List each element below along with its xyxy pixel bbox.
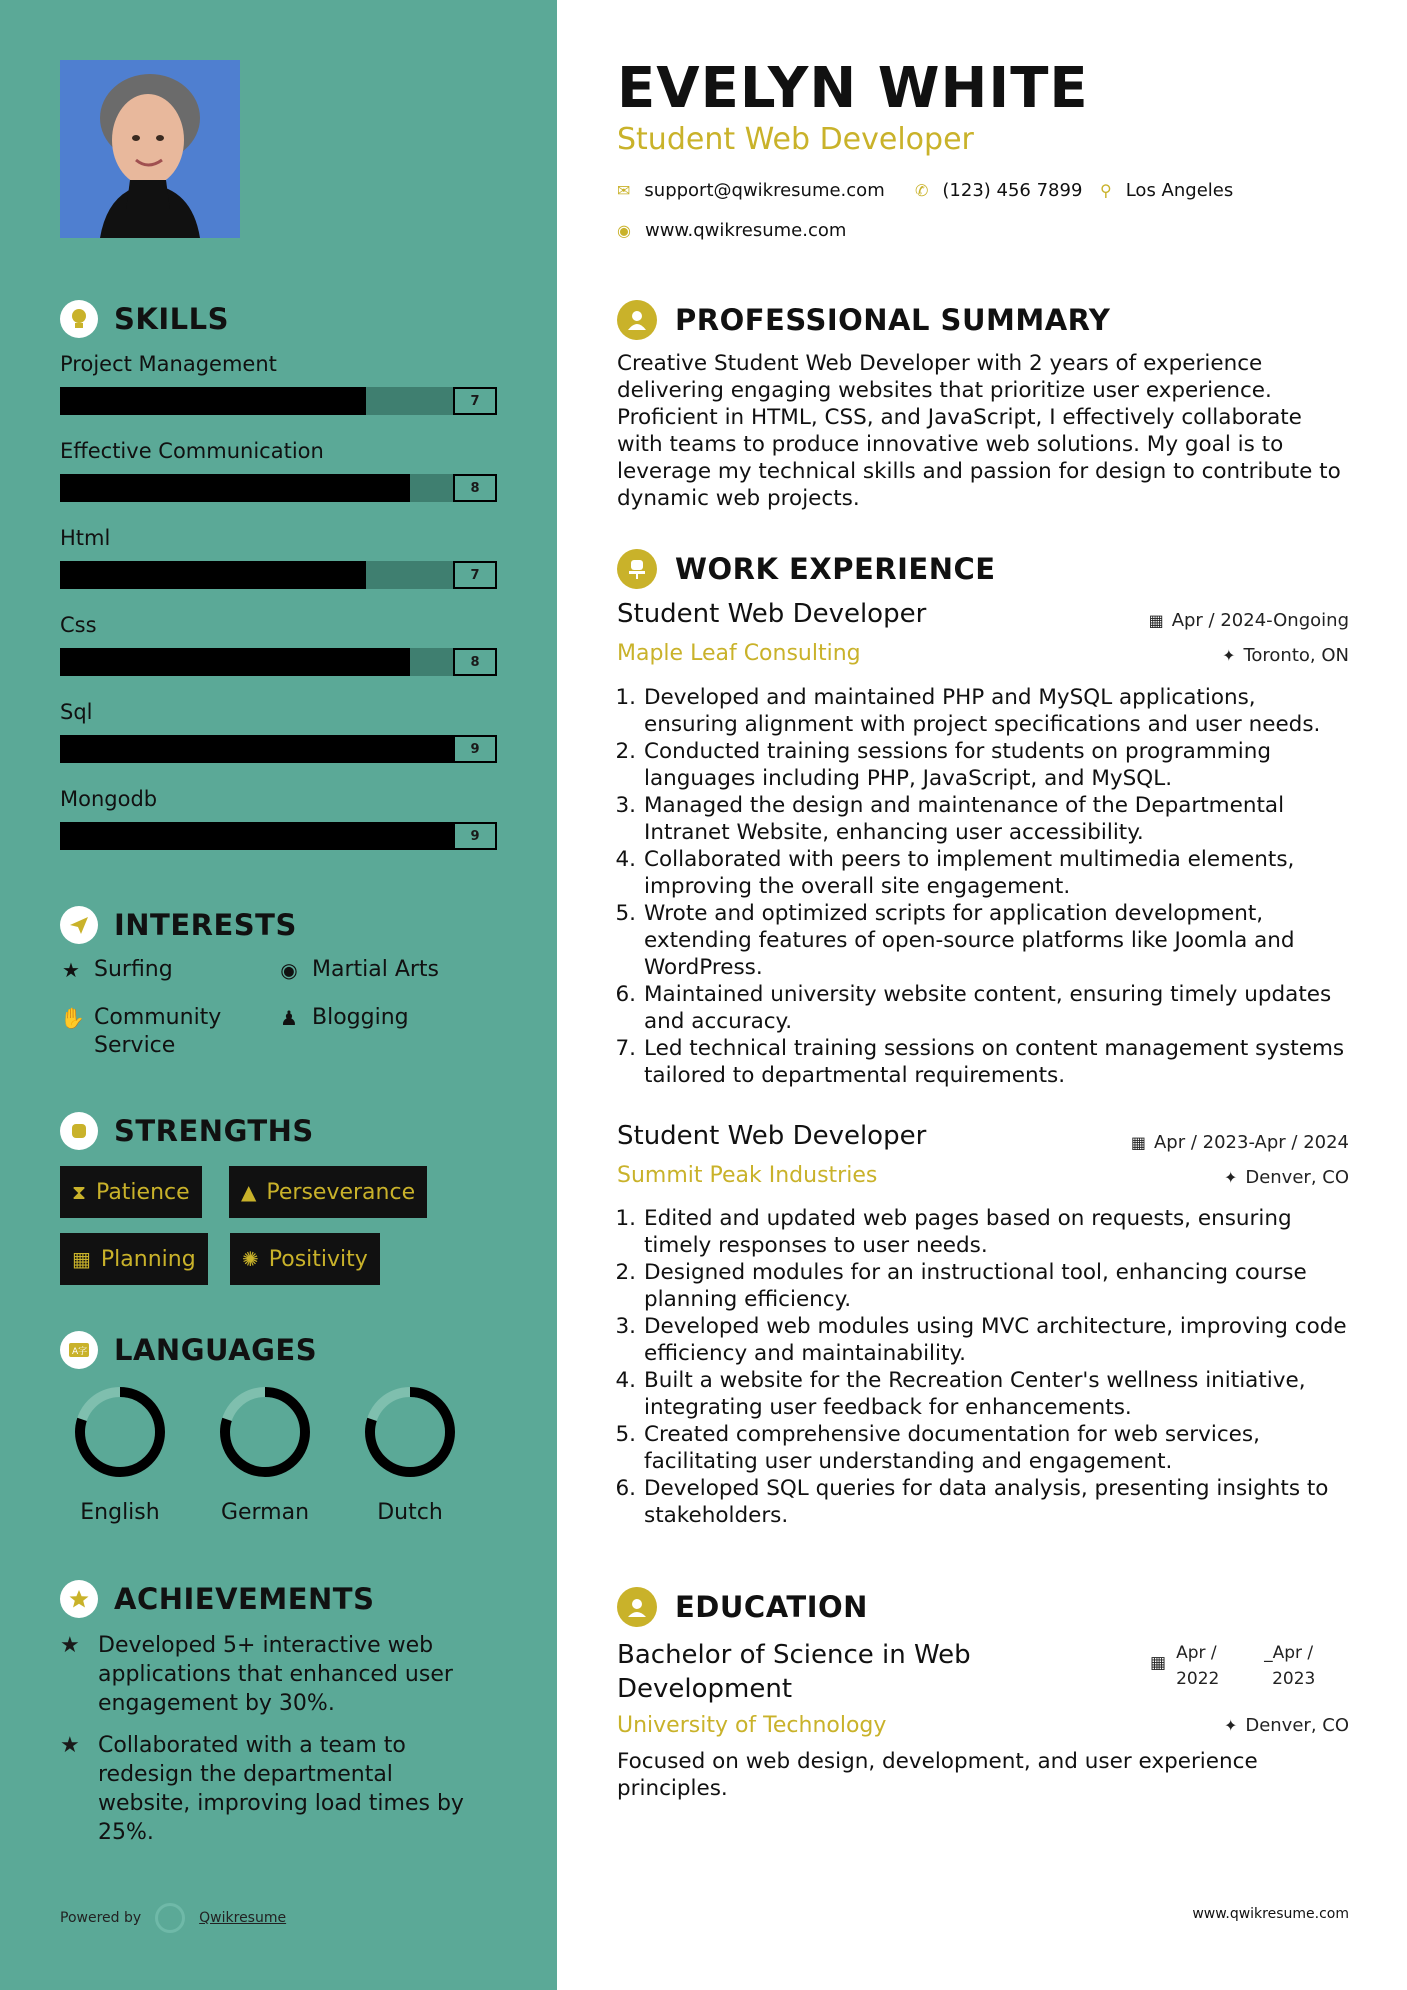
skill-score: 7	[453, 561, 497, 589]
pin-icon: ✦	[1223, 1716, 1238, 1735]
achievement-item	[60, 1631, 500, 1718]
map-pin-icon: ⚲	[1100, 181, 1112, 200]
list-item: 1. Developed and maintained PHP and MySQL applications, ensuring alignment with project specifications and user needs.	[610, 684, 1355, 738]
achievement-text: Collaborated with a team to redesign the departmental website, improving load times by 25%.	[98, 1733, 464, 1845]
list-item-text: Created comprehensive documentation for web services, facilitating user understanding and engagement.	[644, 1422, 1260, 1474]
job-title: Student Web Developer	[617, 599, 927, 629]
language-item	[205, 1384, 325, 1525]
interest-item	[60, 1004, 234, 1060]
list-item: 4. Built a website for the Recreation Center's wellness initiative, integrating user feedback for enhancements.	[610, 1367, 1355, 1421]
interest-item	[278, 1004, 409, 1032]
skill-name: Css	[60, 613, 97, 637]
achievement-item	[60, 1731, 500, 1847]
list-item-text: Conducted training sessions for students on programming languages including PHP, JavaScript, and MySQL.	[644, 739, 1271, 791]
end-month: _Apr /	[1264, 1643, 1314, 1663]
job-dates	[1149, 610, 1349, 631]
job-company: Maple Leaf Consulting	[617, 641, 861, 666]
globe-icon: ◉	[280, 958, 298, 982]
skill-fill	[60, 735, 453, 763]
skill-bar	[60, 474, 497, 502]
candidate-name: EVELYN WHITE	[617, 56, 1089, 121]
strength-badge	[229, 1166, 427, 1218]
skill-score: 8	[453, 474, 497, 502]
strength-badge	[60, 1166, 202, 1218]
summary-heading	[617, 300, 1110, 340]
language-label: German	[220, 1500, 310, 1525]
calendar-icon: ▦	[1148, 611, 1164, 630]
strength-label: Perseverance	[266, 1179, 416, 1205]
strength-label: Positivity	[268, 1246, 368, 1272]
interest-label: Blogging	[312, 1005, 409, 1030]
end-year: 2023	[1272, 1669, 1316, 1689]
language-label: English	[80, 1500, 160, 1525]
footer-url: www.qwikresume.com	[1192, 1906, 1349, 1922]
list-item: 5. Wrote and optimized scripts for application development, extending features of open-source platforms like Joomla and WordPress.	[610, 900, 1355, 981]
language-ring	[72, 1384, 168, 1480]
skill-fill	[60, 822, 453, 850]
skills-title: SKILLS	[114, 302, 229, 336]
list-item-text: Collaborated with peers to implement multimedia elements, improving the overall site engagement.	[644, 847, 1295, 899]
strengths-heading	[60, 1112, 314, 1150]
list-item-text: Developed web modules using MVC architecture, improving code efficiency and maintainability.	[644, 1314, 1347, 1366]
skill-name: Effective Communication	[60, 439, 324, 463]
pin-icon: ✦	[1223, 1168, 1238, 1187]
job-dates	[1131, 1132, 1349, 1153]
calendar-icon: ▦	[1150, 1653, 1167, 1673]
degree-title: Bachelor of Science in Web Development	[617, 1640, 971, 1704]
achievement-text: Developed 5+ interactive web applications that enhanced user engagement by 30%.	[98, 1633, 453, 1716]
education-description: Focused on web design, development, and user experience principles.	[617, 1749, 1258, 1801]
job-location-text: Toronto, ON	[1243, 645, 1349, 666]
hourglass-icon: ⧗	[72, 1180, 87, 1204]
list-item: 5. Created comprehensive documentation for web services, facilitating user understanding and engagement.	[610, 1421, 1355, 1475]
chair-icon	[617, 549, 657, 589]
user-icon	[617, 300, 657, 340]
interest-label: Surfing	[94, 957, 173, 982]
skill-score: 8	[453, 648, 497, 676]
contact-location	[1100, 180, 1233, 201]
skill-bar	[60, 735, 497, 763]
job-location	[1224, 1167, 1349, 1188]
skill-bar	[60, 561, 497, 589]
job-duties-list	[610, 1205, 1355, 1529]
list-item: 4. Collaborated with peers to implement multimedia elements, improving the overall site engagement.	[610, 846, 1355, 900]
list-item-text: Developed and maintained PHP and MySQL applications, ensuring alignment with project specifications and user needs.	[644, 685, 1321, 737]
skill-score: 9	[453, 822, 497, 850]
education-heading	[617, 1587, 868, 1627]
job-company: Summit Peak Industries	[617, 1163, 878, 1188]
qwikresume-logo-icon	[155, 1903, 185, 1933]
list-item-text: Edited and updated web pages based on requests, ensuring timely responses to user needs.	[644, 1206, 1292, 1258]
start-date	[1176, 1640, 1264, 1692]
skill-fill	[60, 387, 366, 415]
list-item: 3. Managed the design and maintenance of the Departmental Intranet Website, enhancing user accessibility.	[610, 792, 1355, 846]
skill-score: 9	[453, 735, 497, 763]
list-item-text: Developed SQL queries for data analysis, presenting insights to stakeholders.	[644, 1476, 1329, 1528]
language-icon	[60, 1331, 98, 1369]
achievements-heading	[60, 1580, 374, 1618]
languages-heading	[60, 1331, 317, 1369]
paper-plane-icon	[60, 906, 98, 944]
interest-label: Martial Arts	[312, 957, 440, 982]
road-icon: ▲	[241, 1180, 257, 1204]
contact-email	[617, 180, 885, 201]
achievements-title: ACHIEVEMENTS	[114, 1582, 375, 1616]
star-icon: ★	[60, 1733, 80, 1758]
qwikresume-link[interactable]: Qwikresume	[199, 1910, 287, 1926]
interests-heading	[60, 906, 297, 944]
education-dates	[1150, 1640, 1334, 1692]
skill-fill	[60, 561, 366, 589]
interest-item	[60, 956, 173, 984]
skill-item	[60, 352, 497, 415]
skill-fill	[60, 648, 410, 676]
job-title: Student Web Developer	[617, 1121, 927, 1151]
languages-title: LANGUAGES	[114, 1333, 318, 1367]
school-name: University of Technology	[617, 1713, 887, 1738]
skill-name: Html	[60, 526, 111, 550]
list-item-text: Built a website for the Recreation Center's wellness initiative, integrating user feedback for enhancements.	[644, 1368, 1306, 1420]
language-label: Dutch	[377, 1500, 443, 1525]
strength-label: Patience	[96, 1179, 190, 1205]
education-location	[1224, 1715, 1349, 1736]
graduate-icon	[617, 1587, 657, 1627]
strength-badge	[60, 1233, 208, 1285]
start-month: Apr /	[1176, 1643, 1217, 1663]
star-icon: ★	[60, 1633, 80, 1658]
experience-title: WORK EXPERIENCE	[675, 552, 996, 586]
list-item: 6. Developed SQL queries for data analysis, presenting insights to stakeholders.	[610, 1475, 1355, 1529]
pin-icon: ✦	[1222, 646, 1236, 665]
calendar-icon: ▦	[1130, 1133, 1146, 1152]
list-item: 2. Conducted training sessions for students on programming languages including PHP, JavaScript, and MySQL.	[610, 738, 1355, 792]
education-title: EDUCATION	[675, 1590, 868, 1624]
interest-label: Community Service	[94, 1005, 222, 1058]
strengths-title: STRENGTHS	[114, 1114, 314, 1148]
skill-item	[60, 613, 497, 676]
language-ring	[217, 1384, 313, 1480]
fist-icon	[60, 1112, 98, 1150]
list-item-text: Maintained university website content, ensuring timely updates and accuracy.	[644, 982, 1332, 1034]
job-duties-list	[610, 684, 1355, 1089]
website-text: www.qwikresume.com	[644, 220, 847, 241]
profile-photo	[60, 60, 240, 238]
summary-title: PROFESSIONAL SUMMARY	[675, 303, 1111, 337]
language-item	[60, 1384, 180, 1525]
users-icon: ♟	[280, 1006, 298, 1030]
list-item-text: Managed the design and maintenance of the Departmental Intranet Website, enhancing user accessibility.	[644, 793, 1285, 845]
svg-text:A字: A字	[72, 1347, 88, 1357]
list-item: 7. Led technical training sessions on content management systems tailored to departmental requirements.	[610, 1035, 1355, 1089]
contact-phone	[915, 180, 1082, 201]
strength-label: Planning	[100, 1246, 196, 1272]
location-text: Los Angeles	[1125, 180, 1234, 201]
skills-heading	[60, 300, 229, 338]
list-item: 3. Developed web modules using MVC architecture, improving code efficiency and maintainability.	[610, 1313, 1355, 1367]
strength-badge	[230, 1233, 380, 1285]
phone-icon: ✆	[915, 181, 929, 200]
globe-icon: ◉	[617, 221, 631, 240]
skill-item	[60, 526, 497, 589]
list-item: 6. Maintained university website content, ensuring timely updates and accuracy.	[610, 981, 1355, 1035]
end-date	[1264, 1640, 1334, 1692]
skill-bar	[60, 648, 497, 676]
skill-item	[60, 700, 497, 763]
envelope-icon: ✉	[617, 181, 631, 200]
job-location-text: Denver, CO	[1245, 1167, 1349, 1188]
skill-item	[60, 787, 497, 850]
skill-score: 7	[453, 387, 497, 415]
list-item: 1. Edited and updated web pages based on requests, ensuring timely responses to user needs.	[610, 1205, 1355, 1259]
language-item	[350, 1384, 470, 1525]
job-dates-text: Apr / 2024-Ongoing	[1171, 610, 1349, 631]
phone-text: (123) 456 7899	[942, 180, 1083, 201]
job-location	[1222, 645, 1349, 666]
star-badge-icon	[60, 1580, 98, 1618]
skill-bar	[60, 387, 497, 415]
lightbulb-icon	[60, 300, 98, 338]
list-item: 2. Designed modules for an instructional tool, enhancing course planning efficiency.	[610, 1259, 1355, 1313]
skill-name: Sql	[60, 700, 93, 724]
skill-item	[60, 439, 497, 502]
skill-fill	[60, 474, 410, 502]
calendar-icon: ▦	[72, 1247, 91, 1271]
job-dates-text: Apr / 2023-Apr / 2024	[1153, 1132, 1349, 1153]
education-location-text: Denver, CO	[1245, 1715, 1349, 1736]
experience-heading	[617, 549, 996, 589]
language-ring	[362, 1384, 458, 1480]
start-year: 2022	[1176, 1669, 1220, 1689]
sidebar	[0, 0, 557, 1990]
star-icon: ★	[62, 958, 80, 982]
interests-title: INTERESTS	[114, 908, 297, 942]
interest-item	[278, 956, 439, 984]
list-item-text: Designed modules for an instructional tool, enhancing course planning efficiency.	[644, 1260, 1307, 1312]
powered-by	[60, 1903, 286, 1933]
list-item-text: Wrote and optimized scripts for application development, extending features of open-source platforms like Joomla and WordPress.	[644, 901, 1295, 980]
powered-by-label: Powered by	[60, 1910, 142, 1926]
skill-name: Mongodb	[60, 787, 158, 811]
list-item-text: Led technical training sessions on content management systems tailored to departmental requirements.	[644, 1036, 1345, 1088]
skill-name: Project Management	[60, 352, 277, 376]
contact-website	[617, 220, 846, 241]
hand-icon: ✋	[60, 1006, 85, 1030]
summary-text: Creative Student Web Developer with 2 years of experience delivering engaging websites that prioritize user experience. Proficient in HTML, CSS, and JavaScript, I effectively collaborate with teams to produce innovative web solutions. My goal is to leverage my technical skills and passion for design to contribute to dynamic web projects.	[617, 351, 1341, 511]
email-text: support@qwikresume.com	[644, 180, 885, 201]
skill-bar	[60, 822, 497, 850]
candidate-role: Student Web Developer	[617, 122, 974, 157]
sun-icon: ✺	[242, 1247, 259, 1271]
